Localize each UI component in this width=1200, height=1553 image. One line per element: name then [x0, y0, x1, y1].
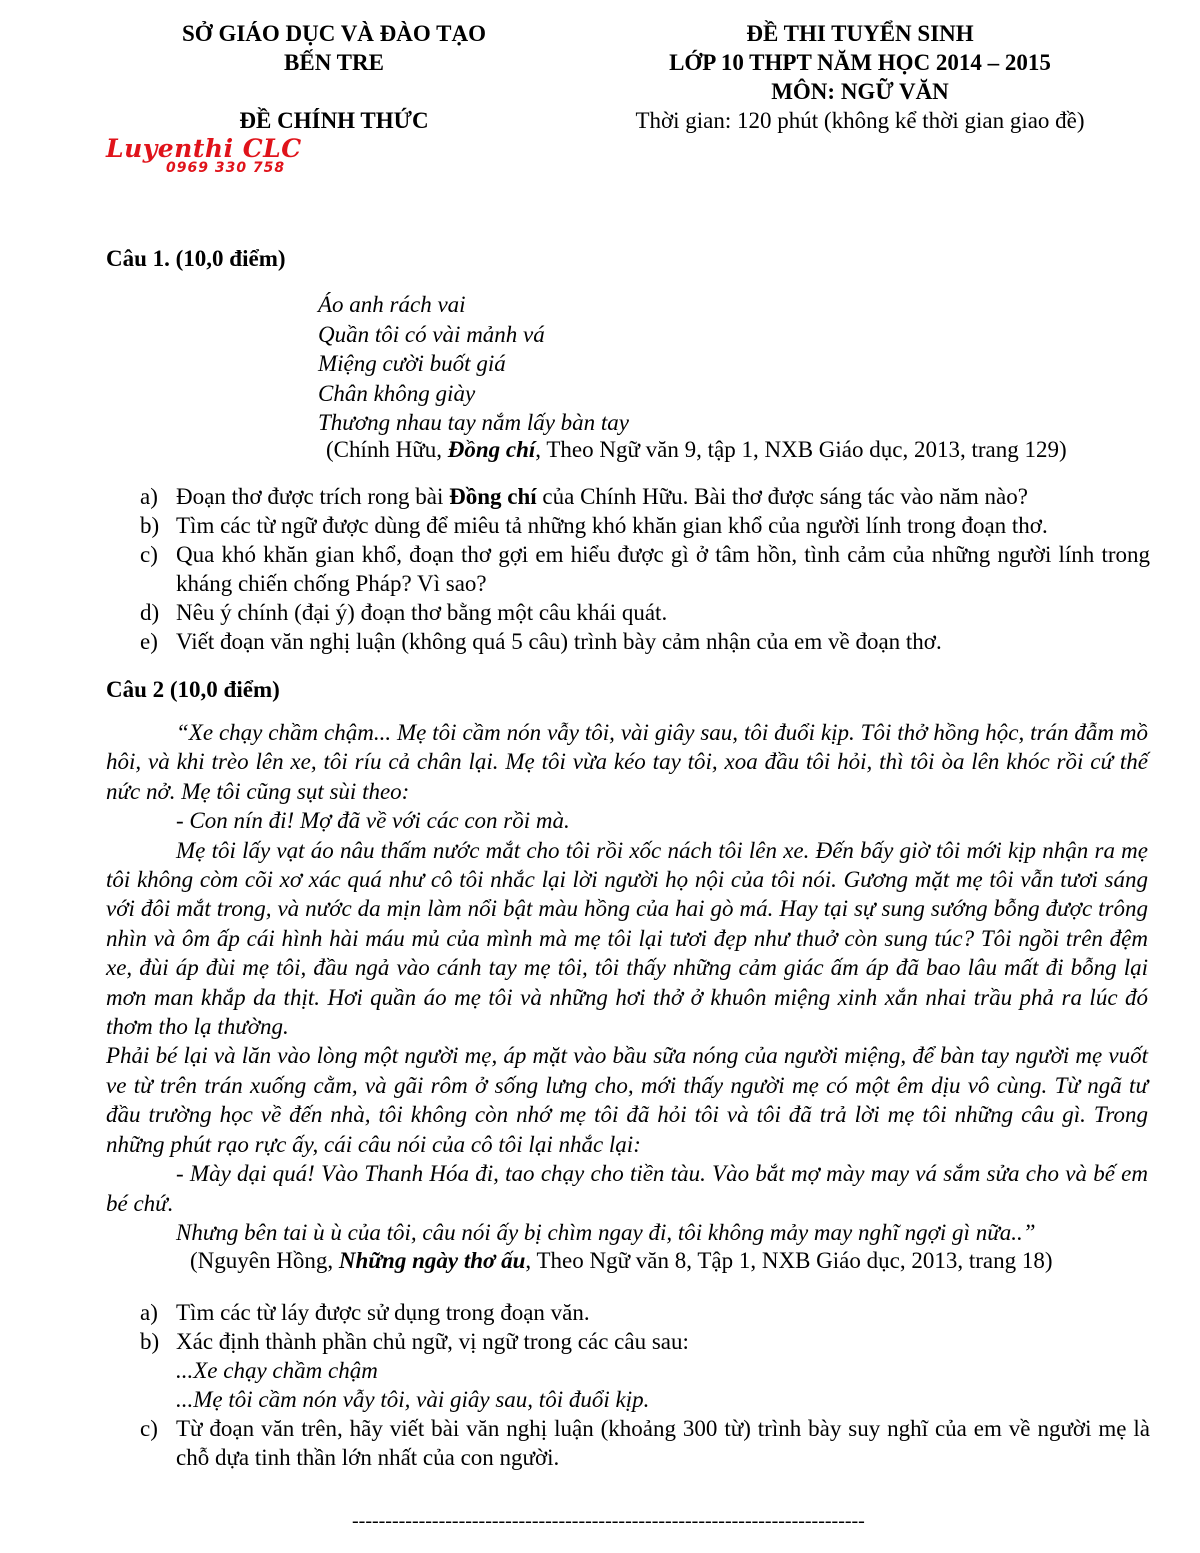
item-text: Qua khó khăn gian khổ, đoạn thơ gợi em hiểu được gì ở tâm hồn, tình cảm của những người lính trong kháng chiến chống Pháp? Vì sao?: [176, 542, 1150, 596]
q1-source: [326, 437, 1067, 463]
q1-title: Câu 1. (10,0 điểm): [106, 246, 286, 271]
item-label: a): [140, 1300, 158, 1325]
item-text: [176, 482, 1150, 511]
q2-source-post: , Theo Ngữ văn 8, Tập 1, NXB Giáo dục, 2013, trang 18): [525, 1248, 1053, 1273]
passage-paragraph: - Mày dại quá! Vào Thanh Hóa đi, tao chạy cho tiền tàu. Vào bắt mợ mày may vá sắm sửa cho và bế em bé chứ.: [106, 1161, 1148, 1216]
item-spacer: [140, 1356, 176, 1385]
passage-paragraph: Nhưng bên tai ù ù của tôi, câu nói ấy bị chìm ngay đi, tôi không mảy may nghĩ ngợi gì nữa..”: [176, 1219, 1036, 1245]
q1-source-title: Đồng chí: [447, 437, 536, 462]
item-text: Xác định thành phần chủ ngữ, vị ngữ trong các câu sau:: [176, 1329, 689, 1354]
item-text: Nêu ý chính (đại ý) đoạn thơ bằng một câu khái quát.: [176, 600, 668, 625]
q2-item-b-sub1: [140, 1356, 1150, 1385]
q2-items: [140, 1298, 1150, 1472]
header-right-line4: Thời gian: 120 phút (không kể thời gian giao đề): [635, 108, 1085, 133]
passage-paragraph: Mẹ tôi lấy vạt áo nâu thấm nước mắt cho tôi rồi xốc nách tôi lên xe. Đến bấy giờ tôi mới kịp nhận ra mẹ tôi không còm cõi xơ xác quá như cô tôi nhắc lại lời người họ nội của tôi nói. Gương mặt mẹ tôi vẫn tươi sáng với đôi mắt trong, và nước da mịn làm nổi bật màu hồng của hai gò má. Hay tại sự sung sướng bỗng được trông nhìn và ôm ấp cái hình hài máu mủ của mình mà mẹ tôi lại tươi đẹp như thuở còn sung túc? Tôi ngồi trên đệm xe, đùi áp đùi mẹ tôi, đầu ngả vào cánh tay mẹ tôi, tôi thấy những cảm giác ấm áp đã bao lâu mất đi bỗng lại mơn man khắp da thịt. Hơi quần áo mẹ tôi và những hơi thở ở khuôn miệng xinh xắn nhai trầu phả ra lúc đó thơm tho lạ thường.: [106, 837, 1148, 1040]
item-text-pre: Đoạn thơ được trích rong bài: [176, 484, 450, 509]
passage-paragraph: - Con nín đi! Mợ đã về với các con rồi mà.: [176, 808, 570, 834]
header-right-line1: ĐỀ THI TUYỂN SINH: [746, 21, 974, 46]
item-text-bold: Đồng chí: [449, 484, 537, 509]
q2-source: [190, 1248, 1053, 1274]
q2-item-c: [140, 1414, 1150, 1472]
poem-line: Quần tôi có vài mảnh vá: [318, 321, 545, 347]
q1-items: [140, 482, 1150, 656]
q1-source-pre: (Chính Hữu,: [326, 437, 448, 462]
item-text: Viết đoạn văn nghị luận (không quá 5 câu) trình bày cảm nhận của em về đoạn thơ.: [176, 629, 942, 654]
header-right-line3: MÔN: NGỮ VĂN: [771, 79, 949, 104]
q1-item-a: [140, 482, 1150, 511]
q1-item-b: [140, 511, 1150, 540]
poem-line: Chân không giày: [318, 380, 476, 406]
q1-item-e: [140, 627, 1150, 656]
item-label: a): [140, 484, 158, 509]
q1-item-d: [140, 598, 1150, 627]
item-label: c): [140, 542, 158, 567]
item-text: Tìm các từ láy được sử dụng trong đoạn văn.: [176, 1300, 590, 1325]
item-text-post: của Chính Hữu. Bài thơ được sáng tác vào năm nào?: [536, 484, 1028, 509]
item-text: ...Xe chạy chầm chậm: [176, 1358, 378, 1383]
logo-watermark: Luyenthi CLC: [106, 134, 302, 163]
item-label: d): [140, 600, 160, 625]
q1-item-c: [140, 540, 1150, 598]
q2-item-b: [140, 1327, 1150, 1356]
poem-line: Áo anh rách vai: [318, 292, 466, 317]
q2-source-pre: (Nguyên Hồng,: [190, 1248, 339, 1273]
header-left-line2: BẾN TRE: [284, 50, 384, 75]
footer-separator: -----------------------------------------------------------------------------: [352, 1510, 865, 1532]
q2-title: Câu 2 (10,0 điểm): [106, 677, 280, 702]
item-text: Tìm các từ ngữ được dùng để miêu tả những khó khăn gian khổ của người lính trong đoạn thơ.: [176, 513, 1048, 538]
q2-passage: [106, 718, 1148, 1247]
header-left-line3: ĐỀ CHÍNH THỨC: [239, 108, 429, 133]
q1-source-post: , Theo Ngữ văn 9, tập 1, NXB Giáo dục, 2013, trang 129): [535, 437, 1067, 462]
passage-paragraph: “Xe chạy chầm chậm... Mẹ tôi cầm nón vẫy tôi, vài giây sau, tôi đuổi kịp. Tôi thở hồng hộc, trán đẫm mồ hôi, và khi trèo lên xe, tôi ríu cả chân lại. Mẹ tôi vừa kéo tay tôi, xoa đầu tôi hỏi, thì tôi òa lên khóc rồi cứ thế nức nở. Mẹ tôi cũng sụt sùi theo:: [106, 720, 1148, 804]
q1-poem: [318, 290, 629, 438]
q2-source-title: Những ngày thơ ấu: [338, 1248, 526, 1273]
header-left-line1: SỞ GIÁO DỤC VÀ ĐÀO TẠO: [182, 21, 486, 46]
poem-line: Thương nhau tay nắm lấy bàn tay: [318, 410, 630, 435]
header-right-line2: LỚP 10 THPT NĂM HỌC 2014 – 2015: [669, 50, 1051, 75]
item-text: Từ đoạn văn trên, hãy viết bài văn nghị luận (khoảng 300 từ) trình bày suy nghĩ của em về người mẹ là chỗ dựa tinh thần lớn nhất của con người.: [176, 1416, 1150, 1470]
q2-item-b-sub2: [140, 1385, 1150, 1414]
q2-item-a: [140, 1298, 1150, 1327]
item-label: e): [140, 629, 158, 654]
poem-line: Miệng cười buốt giá: [318, 351, 506, 376]
item-label: c): [140, 1416, 158, 1441]
logo-phone: 0969 330 758: [166, 160, 286, 176]
item-spacer: [140, 1385, 176, 1414]
item-label: b): [140, 1329, 160, 1354]
item-text: ...Mẹ tôi cầm nón vẫy tôi, vài giây sau, tôi đuổi kịp.: [176, 1387, 650, 1412]
item-label: b): [140, 513, 160, 538]
passage-paragraph: Phải bé lại và lăn vào lòng một người mẹ, áp mặt vào bầu sữa nóng của người miệng, để bàn tay người mẹ vuốt ve từ trên trán xuống cằm, và gãi rôm ở sống lưng cho, mới thấy người mẹ có một êm dịu vô cùng. Từ ngã tư đầu trường học về đến nhà, tôi không còn nhớ mẹ tôi đã hỏi tôi và tôi đã trả lời mẹ tôi những câu gì. Trong những phút rạo rực ấy, cái câu nói của cô tôi lại nhắc lại:: [106, 1043, 1148, 1157]
